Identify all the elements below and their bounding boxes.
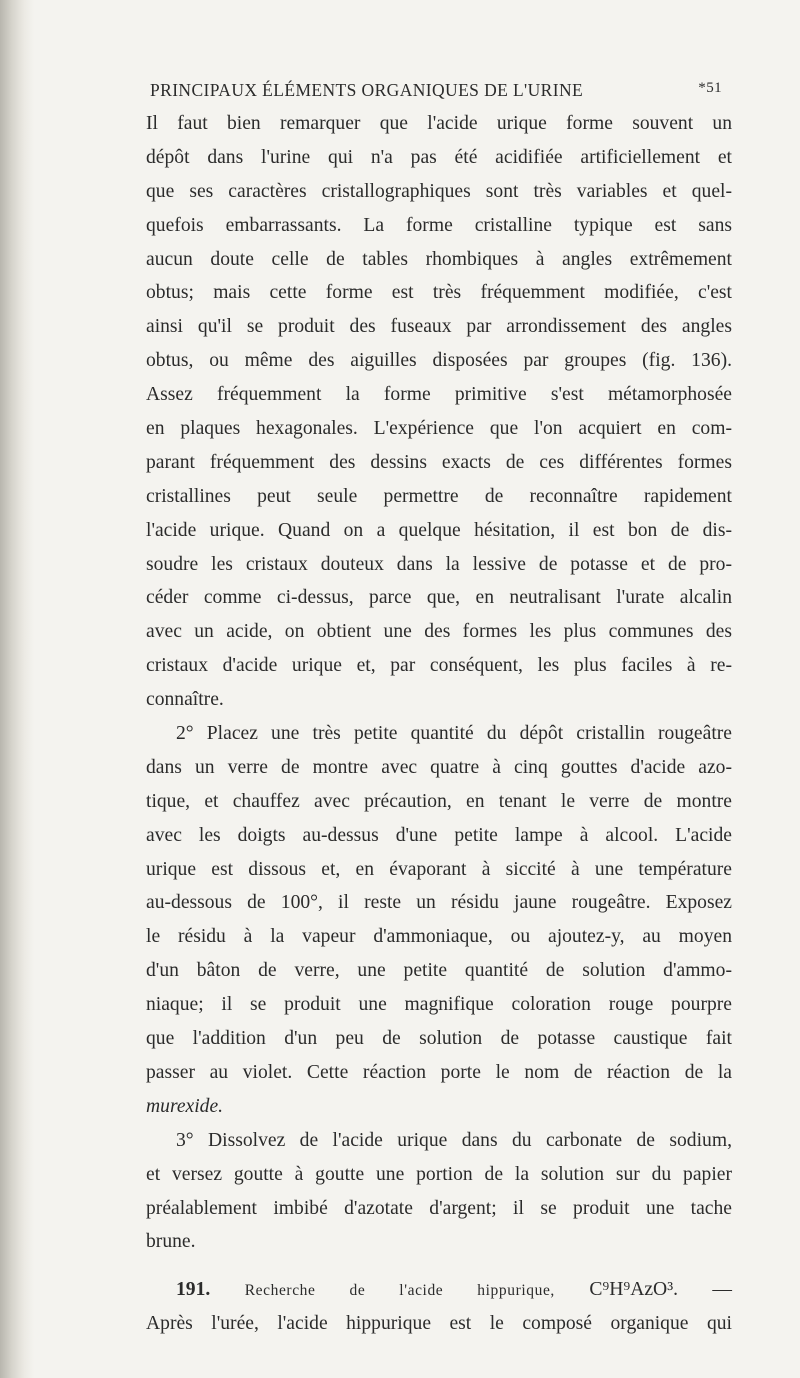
section-heading-line	[146, 1273, 732, 1307]
text-line: brune.	[146, 1231, 196, 1253]
text-line: ainsi qu'il se produit des fuseaux par arrondissement des angles	[146, 316, 732, 338]
text-line: préalablement imbibé d'azotate d'argent; il se produit une tache	[146, 1197, 732, 1219]
text-line: obtus, ou même des aiguilles disposées par groupes (fig. 136).	[146, 350, 732, 372]
text-line: 2° Placez une très petite quantité du dépôt cristallin rougeâtre	[176, 723, 732, 745]
murexide-term: murexide.	[146, 1095, 224, 1117]
text-line: dépôt dans l'urine qui n'a pas été acidifiée artificiellement et	[146, 146, 732, 168]
text-line: cristallines peut seule permettre de reconnaître rapidement	[146, 485, 732, 507]
text-line: l'acide urique. Quand on a quelque hésitation, il est bon de dis-	[146, 519, 732, 541]
text-line: en plaques hexagonales. L'expérience que l'on acquiert en com-	[146, 418, 732, 440]
text-line: urique est dissous et, en évaporant à siccité à une température	[146, 858, 732, 880]
text-line: parant fréquemment des dessins exacts de ces différentes formes	[146, 451, 732, 473]
text-line: tique, et chauffez avec précaution, en tenant le verre de montre	[146, 790, 732, 812]
text-line: niaque; il se produit une magnifique coloration rouge pourpre	[146, 994, 732, 1016]
running-head	[150, 80, 722, 104]
text-line: Assez fréquemment la forme primitive s'est métamorphosée	[146, 384, 732, 406]
text-line: avec les doigts au-dessus d'une petite lampe à alcool. L'acide	[146, 824, 732, 846]
text-line: soudre les cristaux douteux dans la lessive de potasse et de pro-	[146, 553, 732, 575]
text-line: d'un bâton de verre, une petite quantité de solution d'ammo-	[146, 960, 732, 982]
text-line: aucun doute celle de tables rhombiques à angles extrêmement	[146, 248, 732, 270]
text-line: que ses caractères cristallographiques sont très variables et quel-	[146, 180, 732, 202]
chemical-formula: C⁹H⁹AzO³. —	[589, 1279, 732, 1301]
text-line: passer au violet. Cette réaction porte le nom de réaction de la	[146, 1061, 732, 1083]
text-line: que l'addition d'un peu de solution de potasse caustique fait	[146, 1028, 732, 1050]
text-line: Après l'urée, l'acide hippurique est le composé organique qui	[146, 1313, 732, 1335]
running-head-title: PRINCIPAUX ÉLÉMENTS ORGANIQUES DE L'URINE	[150, 80, 584, 100]
page-number: *51	[698, 80, 722, 96]
text-line: le résidu à la vapeur d'ammoniaque, ou ajoutez-y, au moyen	[146, 926, 732, 948]
text-line: cristaux d'acide urique et, par conséquent, les plus faciles à re-	[146, 655, 732, 677]
text-line: avec un acide, on obtient une des formes les plus communes des	[146, 621, 732, 643]
text-line: connaître.	[146, 689, 224, 711]
text-line: quefois embarrassants. La forme cristalline typique est sans	[146, 214, 732, 236]
text-line: au-dessous de 100°, il reste un résidu jaune rougeâtre. Exposez	[146, 892, 732, 914]
text-line: et versez goutte à goutte une portion de la solution sur du papier	[146, 1163, 732, 1185]
text-line: obtus; mais cette forme est très fréquemment modifiée, c'est	[146, 282, 732, 304]
text-line: dans un verre de montre avec quatre à cinq gouttes d'acide azo-	[146, 756, 732, 778]
text-line	[146, 1090, 732, 1124]
section-number: 191.	[176, 1279, 211, 1301]
text-line: Il faut bien remarquer que l'acide urique forme souvent un	[146, 113, 732, 134]
body-text	[146, 107, 732, 1341]
text-line: céder comme ci-dessus, parce que, en neutralisant l'urate alcalin	[146, 587, 732, 609]
section-heading: Recherche de l'acide hippurique,	[244, 1282, 555, 1300]
text-line: 3° Dissolvez de l'acide urique dans du carbonate de sodium,	[176, 1129, 732, 1151]
